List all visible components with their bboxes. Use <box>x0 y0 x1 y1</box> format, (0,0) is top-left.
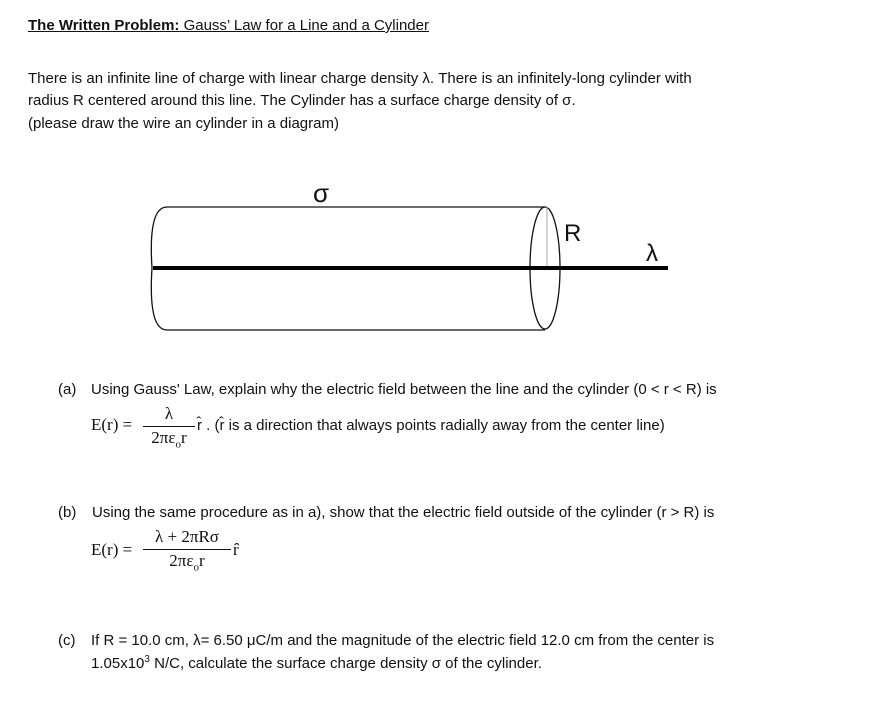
lambda-label: λ <box>646 240 658 267</box>
part-b-label: (b) <box>58 504 77 521</box>
part-c-line-2: $1.05x10^3$ N/C, calculate the surface charge density σ of the cylinder. <box>91 654 542 672</box>
intro-line-2: radius R centered around this line. The Cylinder has a surface charge density of σ. <box>28 92 576 109</box>
radius-label: R <box>564 220 582 247</box>
part-b-after: r̂ <box>233 540 239 559</box>
part-c-label: (c) <box>58 632 76 649</box>
part-b-lhs: E(r) = <box>91 540 133 559</box>
part-a-text: Using Gauss' Law, explain why the electric field between the line and the cylinder (0 < r < R) is <box>91 381 717 398</box>
title-bold: The Written Problem: <box>28 17 180 34</box>
part-a-after: r̂ . (r̂ is a direction that always points radially away from the center line) <box>197 417 665 434</box>
part-a-numerator: λ <box>143 404 195 427</box>
part-b-text: Using the same procedure as in a), show that the electric field outside of the cylinder (r > R) is <box>92 504 715 521</box>
cylinder-diagram <box>0 0 874 360</box>
part-a-lhs: E(r) = <box>91 415 133 434</box>
part-c-line-1: If R = 10.0 cm, λ= 6.50 μC/m and the magnitude of the electric field 12.0 cm from the center is <box>91 632 715 649</box>
part-b-denominator: $2\pi\varepsilon_or$ <box>169 551 205 574</box>
intro-line-1: There is an infinite line of charge with linear charge density λ. There is an infinitely-long cylinder with <box>28 70 692 87</box>
part-a-label: (a) <box>58 381 77 398</box>
part-b-numerator: λ + 2πRσ <box>143 527 231 550</box>
part-a-denominator: $2\pi\varepsilon_or$ <box>151 428 187 451</box>
part-a-fraction <box>143 404 195 450</box>
intro-line-3: (please draw the wire an cylinder in a diagram) <box>28 115 339 132</box>
part-b-fraction <box>143 527 231 573</box>
title-rest: Gauss’ Law for a Line and a Cylinder <box>179 17 429 34</box>
sigma-label: σ <box>313 178 330 208</box>
